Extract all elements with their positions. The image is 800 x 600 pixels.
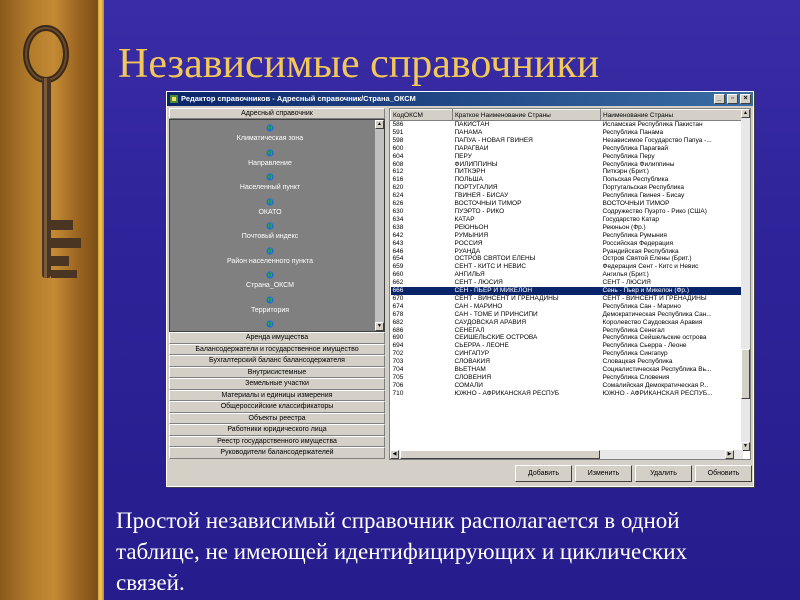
- table-row[interactable]: [391, 342, 743, 350]
- table-row[interactable]: [391, 311, 743, 319]
- scroll-thumb[interactable]: [741, 349, 750, 399]
- cell-short-name: РЕЮНЬОН: [454, 223, 489, 231]
- window-controls: [714, 94, 751, 104]
- table-row[interactable]: [391, 168, 743, 176]
- cell-short-name: ПАНАМА: [454, 128, 483, 136]
- cell-code: 626: [392, 200, 404, 208]
- cell-code: 638: [392, 223, 404, 231]
- table-row[interactable]: [391, 287, 743, 295]
- table-row[interactable]: [391, 271, 743, 279]
- section-button[interactable]: Земельные участки: [169, 378, 385, 390]
- cell-full-name: Сомалийская Демократическая Р...: [602, 381, 709, 389]
- slide-caption: Простой независимый справочник располагается в одной таблице, не имеющей идентифицирующих и циклических связей.: [116, 508, 688, 595]
- catalog-item[interactable]: [170, 320, 370, 332]
- cell-full-name: Независимое Государство Папуа -...: [602, 136, 712, 144]
- cell-full-name: Республика Румыния: [602, 231, 667, 239]
- cell-short-name: ПОРТУГАЛИЯ: [454, 184, 498, 192]
- cell-code: 598: [392, 136, 404, 144]
- cell-code: 634: [392, 215, 404, 223]
- cell-code: 600: [392, 144, 404, 152]
- table-row[interactable]: [391, 176, 743, 184]
- cell-full-name: Федерация Сент - Китс и Невис: [602, 263, 699, 271]
- catalog-sections: [169, 332, 385, 459]
- cell-full-name: СЕНТ - ВИНСЕНТ И ГРЕНАДИНЫ: [602, 294, 707, 302]
- scroll-up-icon[interactable]: ▲: [375, 120, 384, 129]
- cell-full-name: СЕНТ - ЛЮСИЯ: [602, 279, 651, 287]
- band-edge: [98, 0, 104, 600]
- table-row[interactable]: [391, 129, 743, 137]
- table-row[interactable]: [391, 334, 743, 342]
- cell-code: 642: [392, 231, 404, 239]
- cell-code: 604: [392, 152, 404, 160]
- cell-code: 686: [392, 326, 404, 334]
- section-button[interactable]: Руководители балансодержателей: [169, 447, 385, 459]
- table-row[interactable]: [391, 153, 743, 161]
- table-row[interactable]: [391, 327, 743, 335]
- catalog-panel: [169, 108, 385, 484]
- table-row[interactable]: [391, 319, 743, 327]
- cell-full-name: Республика Панама: [602, 128, 664, 136]
- cell-full-name: Государство Катар: [602, 215, 659, 223]
- cell-code: 654: [392, 255, 404, 263]
- cell-full-name: Содружество Пуэрто - Рико (США): [602, 207, 707, 215]
- table-row[interactable]: [391, 232, 743, 240]
- cell-short-name: ПАКИСТАН: [454, 121, 490, 128]
- cell-short-name: РОССИЯ: [454, 239, 483, 247]
- section-button[interactable]: Бухгалтерский баланс балансодержателя: [169, 355, 385, 367]
- globe-icon: [266, 173, 274, 181]
- scroll-down-icon[interactable]: ▼: [375, 322, 384, 331]
- scroll-down-icon[interactable]: ▼: [741, 442, 750, 451]
- cell-full-name: Республика Парагвай: [602, 144, 669, 152]
- window-titlebar[interactable]: [167, 92, 753, 106]
- cell-code: 694: [392, 342, 404, 350]
- scroll-thumb[interactable]: [400, 450, 600, 459]
- catalog-item-label: Район населенного пункта: [226, 257, 314, 265]
- cell-full-name: Республика Перу: [602, 152, 655, 160]
- cell-full-name: Республика Словения: [602, 374, 670, 381]
- cell-short-name: СЕНТ - КИТС И НЕВИС: [454, 263, 527, 271]
- cell-full-name: Ангилья (Брит.): [602, 271, 649, 279]
- cell-full-name: Руандийская Республика: [602, 247, 679, 255]
- cell-code: 674: [392, 302, 404, 310]
- table-row[interactable]: [391, 374, 743, 382]
- country-grid: [390, 109, 743, 451]
- table-row[interactable]: [391, 192, 743, 200]
- cell-code: 710: [392, 389, 404, 397]
- catalog-item-label: ОКАТО: [258, 208, 282, 216]
- decorative-band: [0, 0, 98, 600]
- section-button[interactable]: Внутрисистемные: [169, 367, 385, 379]
- cell-short-name: САН - МАРИНО: [454, 302, 503, 310]
- cell-full-name: Остров Святой Елены (Брит.): [602, 255, 692, 263]
- section-button[interactable]: Общероссийские классификаторы: [169, 401, 385, 413]
- table-row[interactable]: [391, 263, 743, 271]
- minimize-button[interactable]: _: [714, 94, 725, 104]
- catalog-item[interactable]: [170, 222, 370, 241]
- cell-code: 704: [392, 366, 404, 374]
- reference-editor-window[interactable]: [166, 91, 754, 487]
- cell-short-name: ВЬЕТНАМ: [454, 366, 486, 374]
- cell-short-name: ПОЛЬША: [454, 176, 483, 184]
- maximize-button[interactable]: ▫: [727, 94, 738, 104]
- cell-code: 705: [392, 374, 404, 381]
- catalog-item[interactable]: [170, 124, 370, 143]
- slide-title: Независимые справочники: [118, 41, 600, 87]
- catalog-item-label: Территория: [250, 306, 290, 314]
- cell-code: 616: [392, 176, 404, 184]
- cell-code: 620: [392, 184, 404, 192]
- add-button[interactable]: Добавить: [515, 465, 572, 482]
- window-title: Редактор справочников - Адресный справочник/Страна_ОКСМ: [181, 94, 416, 103]
- catalog-item[interactable]: [170, 198, 370, 217]
- cell-short-name: ГВИНЕЯ - БИСАУ: [454, 192, 509, 200]
- cell-code: 624: [392, 192, 404, 200]
- cell-short-name: САУДОВСКАЯ АРАВИЯ: [454, 318, 527, 326]
- cell-short-name: СЕНТ - ЛЮСИЯ: [454, 279, 503, 287]
- globe-icon: [266, 149, 274, 157]
- cell-short-name: ПИТКЭРН: [454, 168, 486, 176]
- table-row[interactable]: [391, 121, 743, 129]
- cell-full-name: Республика Сан - Марино: [602, 302, 681, 310]
- table-row[interactable]: [391, 303, 743, 311]
- table-row[interactable]: [391, 390, 743, 398]
- key-icon: [6, 20, 92, 320]
- delete-button[interactable]: Удалить: [635, 465, 692, 482]
- cell-full-name: Реюньон (Фр.): [602, 223, 646, 231]
- column-header-code[interactable]: КодОКСМ: [391, 110, 453, 121]
- table-row[interactable]: [391, 366, 743, 374]
- cell-short-name: РУМЫНИЯ: [454, 231, 489, 239]
- cell-full-name: Питкэрн (Брит.): [602, 168, 649, 176]
- cell-code: 682: [392, 318, 404, 326]
- cell-full-name: ВОСТОЧНЫЙ ТИМОР: [602, 200, 670, 208]
- scroll-right-icon[interactable]: ▶: [725, 450, 734, 459]
- table-row[interactable]: [391, 295, 743, 303]
- cell-code: 678: [392, 310, 404, 318]
- cell-full-name: Республика Сингапур: [602, 350, 668, 358]
- scroll-left-icon[interactable]: ◀: [390, 450, 399, 459]
- cell-short-name: ВОСТОЧНЫЙ ТИМОР: [454, 200, 522, 208]
- cell-code: 659: [392, 263, 404, 271]
- cell-short-name: ПАПУА - НОВАЯ ГВИНЕЯ: [454, 136, 533, 144]
- cell-short-name: ЮЖНО - АФРИКАНСКАЯ РЕСПУБ: [454, 389, 560, 397]
- action-bar: [515, 465, 752, 482]
- cell-short-name: СЕН - ПЬЕР И МИКЕЛОН: [453, 287, 601, 295]
- cell-short-name: ПЕРУ: [454, 152, 472, 160]
- cell-full-name: Республика Филиппины: [602, 160, 675, 168]
- scroll-up-icon[interactable]: ▲: [741, 109, 750, 118]
- app-icon: [170, 95, 178, 103]
- table-row[interactable]: [391, 350, 743, 358]
- cell-code: 646: [392, 247, 404, 255]
- cell-code: 690: [392, 334, 404, 342]
- cell-short-name: СЕЙШЕЛЬСКИЕ ОСТРОВА: [454, 334, 538, 342]
- cell-full-name: Словацкая Республика: [602, 358, 673, 366]
- cell-short-name: СИНГАПУР: [454, 350, 490, 358]
- globe-icon: [266, 320, 274, 328]
- column-header-short-name[interactable]: Краткое Наименование Страны: [453, 110, 601, 121]
- table-vertical-scrollbar[interactable]: [741, 109, 750, 451]
- table-row[interactable]: [391, 255, 743, 263]
- table-row[interactable]: [391, 279, 743, 287]
- cell-full-name: Российская Федерация: [602, 239, 674, 247]
- edit-button[interactable]: Изменить: [575, 465, 632, 482]
- catalog-icon-list: [169, 119, 385, 332]
- cell-short-name: РУАНДА: [454, 247, 481, 255]
- catalog-item-label: Климатическая зона: [236, 135, 304, 142]
- globe-icon: [266, 296, 274, 304]
- catalog-item[interactable]: [170, 271, 370, 290]
- catalog-item-label: [170, 331, 370, 332]
- globe-icon: [266, 124, 274, 132]
- table-row[interactable]: [391, 200, 743, 208]
- catalog-item[interactable]: [170, 247, 370, 266]
- cell-code: 706: [392, 381, 404, 389]
- globe-icon: [266, 271, 274, 279]
- cell-short-name: КАТАР: [454, 215, 475, 223]
- cell-code: 660: [392, 271, 404, 279]
- cell-short-name: ФИЛИППИНЫ: [454, 160, 498, 168]
- section-button[interactable]: Объекты реестра: [169, 413, 385, 425]
- globe-icon: [266, 222, 274, 230]
- cell-full-name: Португальская Республика: [602, 184, 684, 192]
- cell-code: 666: [391, 287, 453, 295]
- cell-full-name: Сень - Пьер и Микелон (Фр.): [601, 287, 743, 295]
- cell-code: 670: [392, 294, 404, 302]
- cell-full-name: Королевство Саудовская Аравия: [602, 318, 703, 326]
- section-button[interactable]: Реестр государственного имущества: [169, 436, 385, 448]
- cell-short-name: СЬЕРРА - ЛЕОНЕ: [454, 342, 509, 350]
- cell-short-name: СОМАЛИ: [454, 381, 483, 389]
- cell-full-name: Республика Гвинея - Бисау: [602, 192, 685, 200]
- icon-list-scrollbar[interactable]: [375, 120, 384, 331]
- table-row[interactable]: [391, 208, 743, 216]
- section-button[interactable]: Материалы и единицы измерения: [169, 390, 385, 402]
- catalog-item-label: Страна_ОКСМ: [246, 282, 294, 289]
- cell-code: 643: [392, 239, 404, 247]
- cell-code: 662: [392, 279, 404, 287]
- table-row[interactable]: [391, 137, 743, 145]
- catalog-item[interactable]: [170, 149, 370, 168]
- table-row[interactable]: [391, 184, 743, 192]
- cell-full-name: ЮЖНО - АФРИКАНСКАЯ РЕСПУБ...: [602, 389, 713, 397]
- cell-short-name: ОСТРОВ СВЯТОЙ ЕЛЕНЫ: [454, 255, 536, 263]
- cell-short-name: СЛОВЕНИЯ: [454, 374, 492, 381]
- table-row[interactable]: [391, 240, 743, 248]
- close-button[interactable]: ×: [740, 94, 751, 104]
- cell-short-name: ПАРАГВАЙ: [454, 144, 489, 152]
- refresh-button[interactable]: Обновить: [695, 465, 752, 482]
- cell-short-name: ПУЭРТО - РИКО: [454, 207, 505, 215]
- catalog-item[interactable]: [170, 296, 370, 315]
- globe-icon: [266, 198, 274, 206]
- table-row[interactable]: [391, 224, 743, 232]
- table-row[interactable]: [391, 161, 743, 169]
- catalog-item-label: Почтовый индекс: [241, 233, 299, 240]
- section-button[interactable]: Балансодержатели и государственное имущество: [169, 344, 385, 356]
- table-row[interactable]: [391, 145, 743, 153]
- cell-full-name: Республика Сенегал: [602, 326, 665, 334]
- cell-full-name: Республика Сьерра - Леоне: [602, 342, 687, 350]
- globe-icon: [266, 247, 274, 255]
- cell-full-name: Республика Сейшельские острова: [602, 334, 707, 342]
- cell-short-name: СЛОВАКИЯ: [454, 358, 490, 366]
- cell-code: 702: [392, 350, 404, 358]
- section-button[interactable]: Работники юридического лица: [169, 424, 385, 436]
- cell-code: 703: [392, 358, 404, 366]
- catalog-item-label: Населенный пункт: [239, 184, 301, 191]
- table-row[interactable]: [391, 358, 743, 366]
- panel-header-address[interactable]: Адресный справочник: [169, 108, 385, 119]
- cell-full-name: Исламская Республика Пакистан: [602, 121, 703, 128]
- cell-full-name: Социалистическая Республика Вь...: [602, 366, 712, 374]
- table-row[interactable]: [391, 248, 743, 256]
- cell-short-name: СЕНТ - ВИНСЕНТ И ГРЕНАДИНЫ: [454, 294, 559, 302]
- country-table-panel: [389, 108, 751, 460]
- column-header-full-name[interactable]: Наименование Страны: [601, 110, 743, 121]
- table-row[interactable]: [391, 382, 743, 390]
- cell-short-name: САН - ТОМЕ И ПРИНСИПИ: [454, 310, 538, 318]
- table-row[interactable]: [391, 216, 743, 224]
- cell-code: 630: [392, 207, 404, 215]
- cell-short-name: СЕНЕГАЛ: [454, 326, 485, 334]
- table-horizontal-scrollbar[interactable]: [390, 450, 743, 459]
- cell-code: 586: [392, 121, 404, 128]
- section-button[interactable]: Аренда имущества: [169, 332, 385, 344]
- cell-full-name: Польская Республика: [602, 176, 669, 184]
- cell-full-name: Демократическая Республика Сан...: [602, 310, 712, 318]
- cell-short-name: АНГИЛЬЯ: [454, 271, 485, 279]
- cell-code: 608: [392, 160, 404, 168]
- catalog-item-label: Направление: [248, 159, 292, 167]
- cell-code: 591: [392, 128, 404, 136]
- cell-code: 612: [392, 168, 404, 176]
- catalog-item[interactable]: [170, 173, 370, 192]
